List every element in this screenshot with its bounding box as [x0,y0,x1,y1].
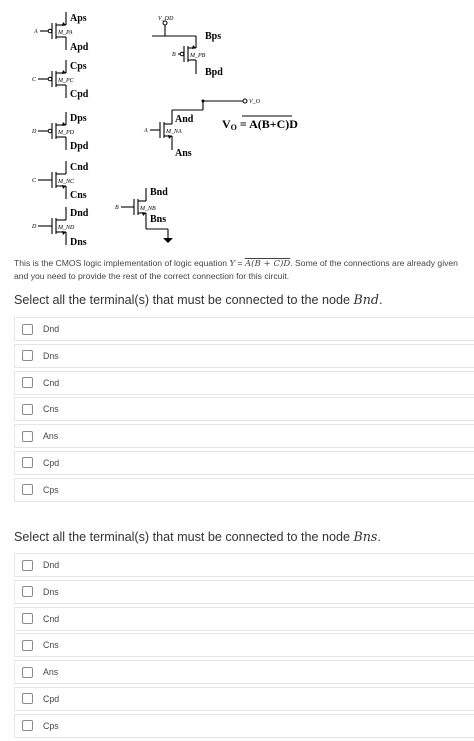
circuit-svg [0,0,474,250]
label-apd: Apd [70,42,89,53]
checkbox[interactable] [22,560,33,571]
option-ans[interactable] [14,424,474,448]
gate-b-pmos: B [172,52,176,58]
label-ans: Ans [175,148,192,159]
checkbox[interactable] [22,377,33,388]
label-bnd: Bnd [150,187,168,198]
label-bps: Bps [205,31,222,42]
checkbox[interactable] [22,350,33,361]
option-label: Cns [43,404,59,415]
option-dns[interactable] [14,580,474,604]
name-mpd: M_PD [58,130,74,136]
option-label: Dnd [43,560,60,570]
option-cnd[interactable] [14,371,474,395]
question-2-options [14,553,474,741]
checkbox[interactable] [22,613,33,624]
gate-c-nmos: C [32,178,37,184]
option-cpd[interactable] [14,687,474,711]
cmos-circuit-diagram [0,0,474,250]
label-aps: Aps [70,13,87,24]
option-label: Ans [43,667,59,678]
label-bns: Bns [150,214,167,225]
option-label: Cnd [43,613,60,624]
gate-c-pmos: C [32,77,37,83]
vdd-label: V_DD [158,16,174,22]
equation-y: Y [229,259,236,269]
label-cpd: Cpd [70,89,89,100]
name-mnd: M_ND [58,225,75,231]
label-dns: Dns [70,237,87,248]
option-cps[interactable] [14,714,474,738]
option-label: Cns [43,640,59,651]
option-label: Cpd [43,693,60,704]
name-mnc: M_NC [58,179,75,185]
option-cnd[interactable] [14,607,474,631]
gate-b-nmos: B [115,205,119,211]
checkbox[interactable] [22,667,33,678]
question-1-prompt: Select all the terminal(s) that must be connected to the node Bnd. [14,292,383,307]
question-caption: This is the CMOS logic implementation of logic equation Y = A(B + C)D. Some of the connections are already given and you need to provide the rest of the correct connection for this circuit. [14,258,458,281]
checkbox[interactable] [22,720,33,731]
question-2-prompt: Select all the terminal(s) that must be connected to the node Bns. [14,529,381,544]
checkbox[interactable] [22,404,33,415]
option-cpd[interactable] [14,451,474,475]
option-cps[interactable] [14,478,474,502]
label-cns: Cns [70,190,87,201]
option-label: Cpd [43,457,60,468]
option-label: Cnd [43,377,60,388]
label-dnd: Dnd [70,208,89,219]
vo-node-label: V_O [249,99,260,105]
checkbox[interactable] [22,324,33,335]
output-equation: VO = A(B+C)D [222,117,298,132]
node-bnd: Bnd [353,292,379,307]
node-bns: Bns [353,529,378,544]
name-mnb: M_NB [140,206,156,212]
option-dnd[interactable] [14,317,474,341]
label-dpd: Dpd [70,141,89,152]
gate-a-pmos: A [34,29,38,35]
option-dnd[interactable] [14,553,474,577]
checkbox[interactable] [22,586,33,597]
option-label: Dns [43,350,59,361]
label-dps: Dps [70,113,87,124]
option-cns[interactable] [14,397,474,421]
option-cns[interactable] [14,633,474,657]
option-label: Cps [43,720,59,731]
name-mna: M_NA [166,129,182,135]
checkbox[interactable] [22,457,33,468]
name-mpc: M_PC [58,78,74,84]
gate-a-nmos: A [144,128,148,134]
checkbox[interactable] [22,431,33,442]
name-mpa: M_PA [58,30,73,36]
label-bpd: Bpd [205,67,223,78]
question-1-options [14,317,474,505]
label-cps: Cps [70,61,87,72]
name-mpb: M_PB [190,53,206,59]
option-dns[interactable] [14,344,474,368]
option-label: Cps [43,484,59,495]
checkbox[interactable] [22,484,33,495]
gate-d-pmos: D [32,129,37,135]
label-and: And [175,114,194,125]
gate-d-nmos: D [32,224,37,230]
option-label: Dns [43,586,59,597]
option-ans[interactable] [14,660,474,684]
checkbox[interactable] [22,693,33,704]
label-cnd: Cnd [70,162,89,173]
option-label: Ans [43,431,59,442]
checkbox[interactable] [22,640,33,651]
equation-expression: A(B + C)D [244,259,291,269]
option-label: Dnd [43,324,60,334]
